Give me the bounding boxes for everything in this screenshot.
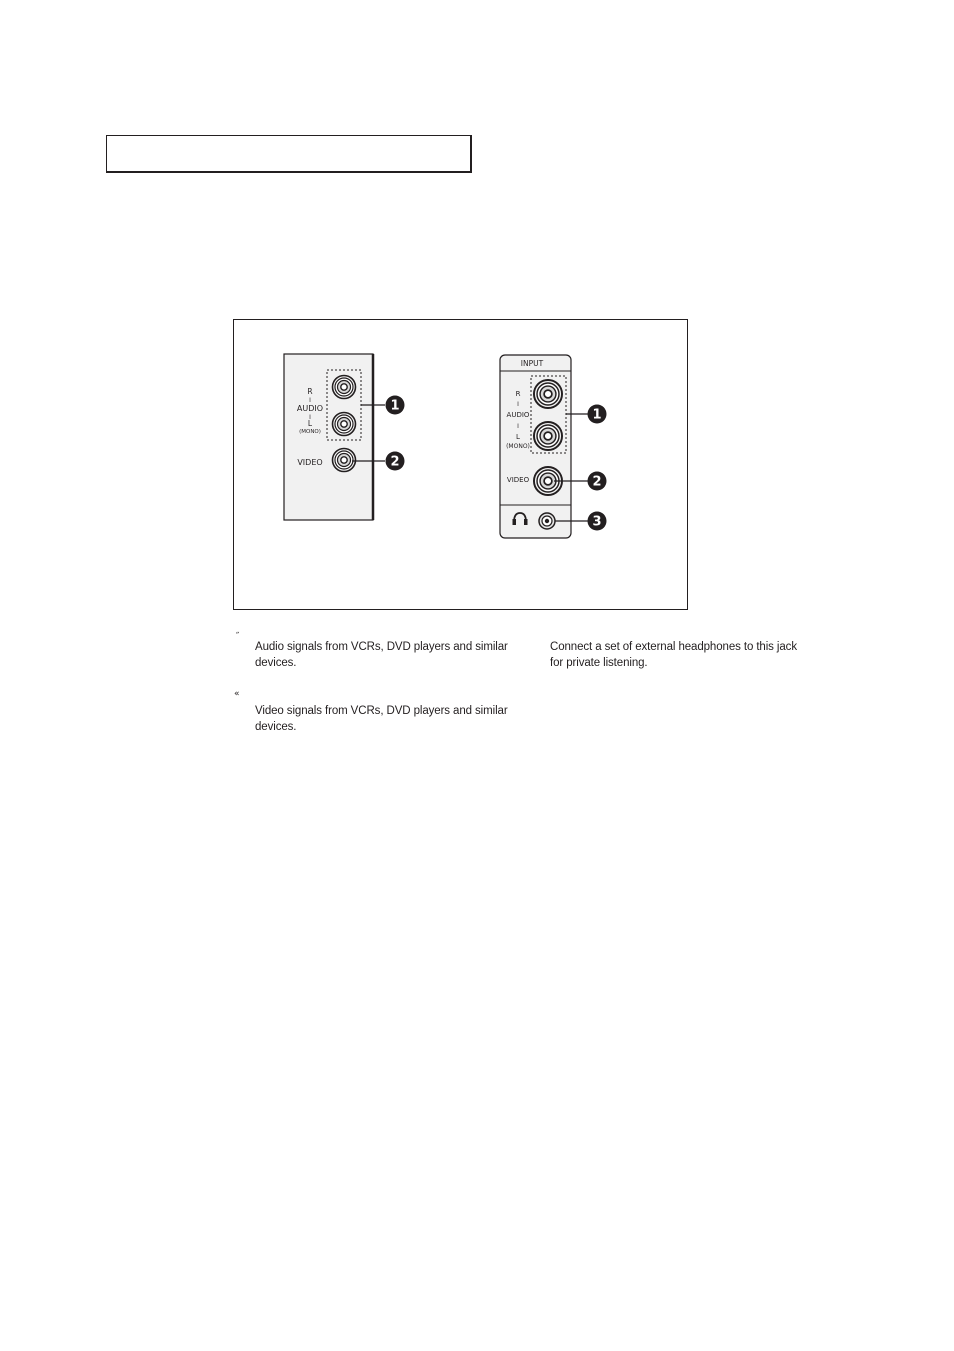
connector-figure bbox=[233, 319, 688, 610]
right-callout-3 bbox=[588, 512, 607, 531]
right-label-r: R bbox=[515, 390, 521, 398]
right-label-dash2: I bbox=[517, 423, 519, 430]
left-label-audio: AUDIO bbox=[296, 404, 324, 413]
right-audio-r-jack[interactable] bbox=[534, 380, 562, 408]
left-label-r: R bbox=[307, 387, 313, 396]
svg-text:1: 1 bbox=[390, 398, 400, 414]
left-audio-l-jack[interactable] bbox=[333, 413, 356, 436]
svg-text:1: 1 bbox=[592, 407, 602, 423]
left-label-video: VIDEO bbox=[297, 458, 323, 467]
right-label-input: INPUT bbox=[520, 359, 544, 368]
video-description bbox=[255, 703, 508, 735]
left-label-dash1: I bbox=[309, 397, 311, 404]
video-description-line2: devices. bbox=[255, 721, 297, 733]
right-jack-panel bbox=[500, 355, 607, 538]
headphones-description bbox=[550, 639, 797, 671]
section-title-box bbox=[106, 135, 472, 173]
right-audio-l-jack[interactable] bbox=[534, 422, 562, 450]
right-label-l: L bbox=[516, 433, 520, 441]
audio-description-line1: Audio signals from VCRs, DVD players and similar bbox=[255, 641, 508, 653]
audio-description-line2: devices. bbox=[255, 657, 297, 669]
svg-text:2: 2 bbox=[390, 454, 400, 470]
right-callout-1 bbox=[588, 405, 607, 424]
left-callout-1 bbox=[386, 396, 405, 415]
audio-description bbox=[255, 639, 508, 671]
left-callout-2 bbox=[386, 452, 405, 471]
video-bullet: « bbox=[234, 689, 240, 699]
right-callout-2 bbox=[588, 472, 607, 491]
headphone-jack[interactable] bbox=[539, 513, 555, 529]
right-label-video: VIDEO bbox=[506, 476, 530, 484]
svg-text:3: 3 bbox=[592, 514, 602, 530]
left-audio-r-jack[interactable] bbox=[333, 376, 356, 399]
left-label-l: L bbox=[307, 419, 313, 428]
headphones-description-line2: for private listening. bbox=[550, 657, 648, 669]
right-label-audio: AUDIO bbox=[506, 411, 530, 419]
right-label-mono: (MONO) bbox=[506, 443, 530, 450]
left-label-mono: (MONO) bbox=[299, 429, 321, 435]
audio-bullet: ˝ bbox=[235, 632, 240, 642]
left-panel-body bbox=[284, 354, 373, 520]
video-description-line1: Video signals from VCRs, DVD players and similar bbox=[255, 705, 508, 717]
left-label-dash2: I bbox=[309, 414, 311, 421]
left-video-jack[interactable] bbox=[333, 449, 356, 472]
svg-text:2: 2 bbox=[592, 474, 602, 490]
headphones-description-line1: Connect a set of external headphones to this jack bbox=[550, 641, 797, 653]
right-label-dash1: I bbox=[517, 401, 519, 408]
left-jack-panel bbox=[284, 354, 405, 520]
connector-illustration bbox=[234, 320, 687, 609]
